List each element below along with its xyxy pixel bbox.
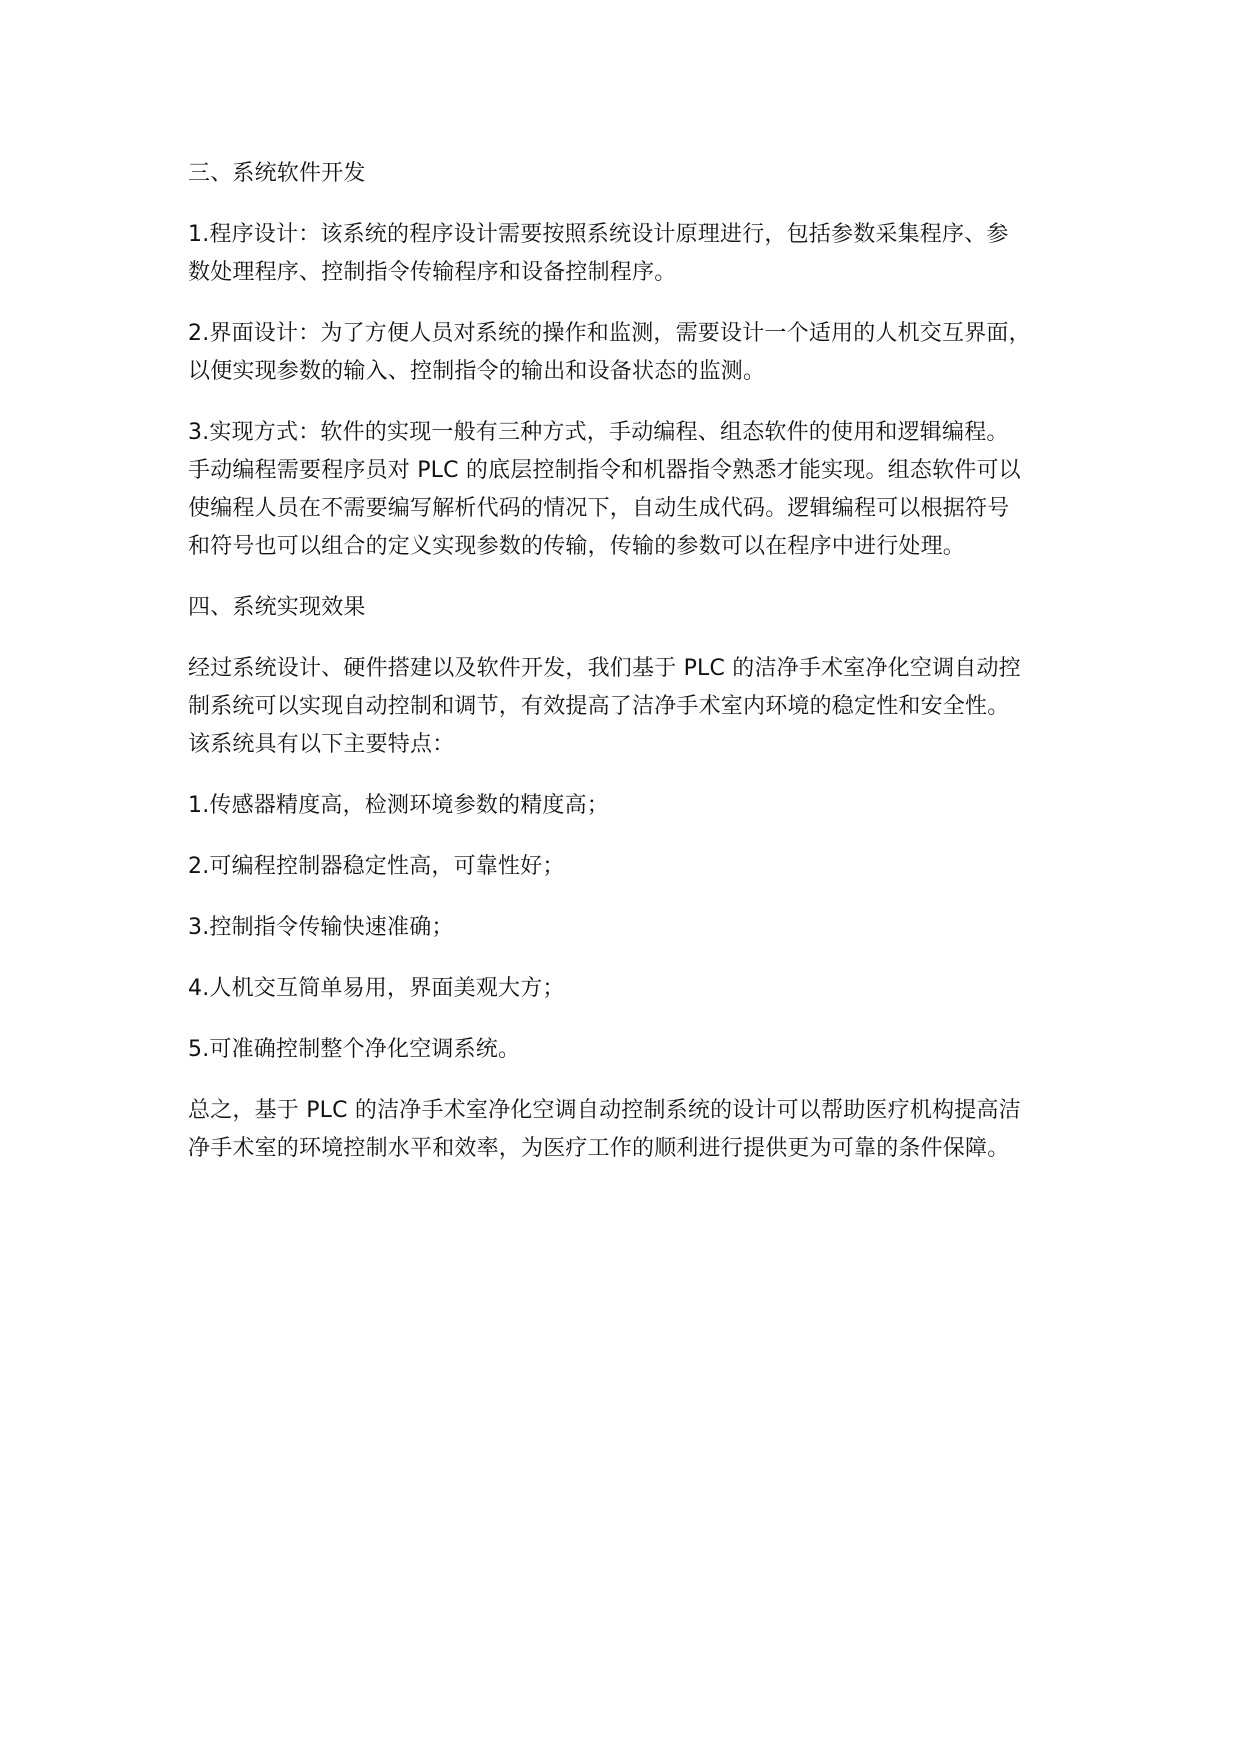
- paragraph-line: 经过系统设计、硬件搭建以及软件开发，我们基于 PLC 的洁净手术室净化空调自动控: [188, 656, 1021, 681]
- section-heading-software-development: 三、系统软件开发: [188, 161, 366, 186]
- paragraph-conclusion: [188, 1092, 1088, 1168]
- feature-item-sensor-precision: 1.传感器精度高，检测环境参数的精度高；: [188, 793, 609, 818]
- paragraph-line: 使编程人员在不需要编写解析代码的情况下，自动生成代码。逻辑编程可以根据符号: [188, 496, 1010, 521]
- paragraph-effect-summary: [188, 650, 1088, 764]
- feature-item-command-transmission: 3.控制指令传输快速准确；: [188, 915, 454, 940]
- feature-item-hmi: 4.人机交互简单易用，界面美观大方；: [188, 976, 565, 1001]
- paragraph-line: 1.程序设计：该系统的程序设计需要按照系统设计原理进行，包括参数采集程序、参: [188, 222, 1009, 247]
- paragraph-line: 2.界面设计：为了方便人员对系统的操作和监测，需要设计一个适用的人机交互界面，: [188, 321, 1031, 346]
- section-heading-implementation-effect: 四、系统实现效果: [188, 595, 366, 620]
- paragraph-line: 手动编程需要程序员对 PLC 的底层控制指令和机器指令熟悉才能实现。组态软件可以: [188, 458, 1021, 483]
- paragraph-implementation-method: [188, 414, 1088, 566]
- paragraph-line: 和符号也可以组合的定义实现参数的传输，传输的参数可以在程序中进行处理。: [188, 534, 966, 559]
- paragraph-line: 制系统可以实现自动控制和调节，有效提高了洁净手术室内环境的稳定性和安全性。: [188, 694, 1010, 719]
- paragraph-line: 3.实现方式：软件的实现一般有三种方式，手动编程、组态软件的使用和逻辑编程。: [188, 420, 1009, 445]
- paragraph-program-design: [188, 216, 1088, 292]
- paragraph-line: 该系统具有以下主要特点：: [188, 732, 455, 757]
- paragraph-line: 总之，基于 PLC 的洁净手术室净化空调自动控制系统的设计可以帮助医疗机构提高洁: [188, 1098, 1021, 1123]
- paragraph-line: 数处理程序、控制指令传输程序和设备控制程序。: [188, 260, 677, 285]
- document-body: [188, 155, 1088, 1191]
- paragraph-line: 净手术室的环境控制水平和效率，为医疗工作的顺利进行提供更为可靠的条件保障。: [188, 1136, 1010, 1161]
- paragraph-interface-design: [188, 315, 1088, 391]
- paragraph-line: 以便实现参数的输入、控制指令的输出和设备状态的监测。: [188, 359, 766, 384]
- feature-item-precise-control: 5.可准确控制整个净化空调系统。: [188, 1037, 521, 1062]
- feature-item-controller-stability: 2.可编程控制器稳定性高，可靠性好；: [188, 854, 565, 879]
